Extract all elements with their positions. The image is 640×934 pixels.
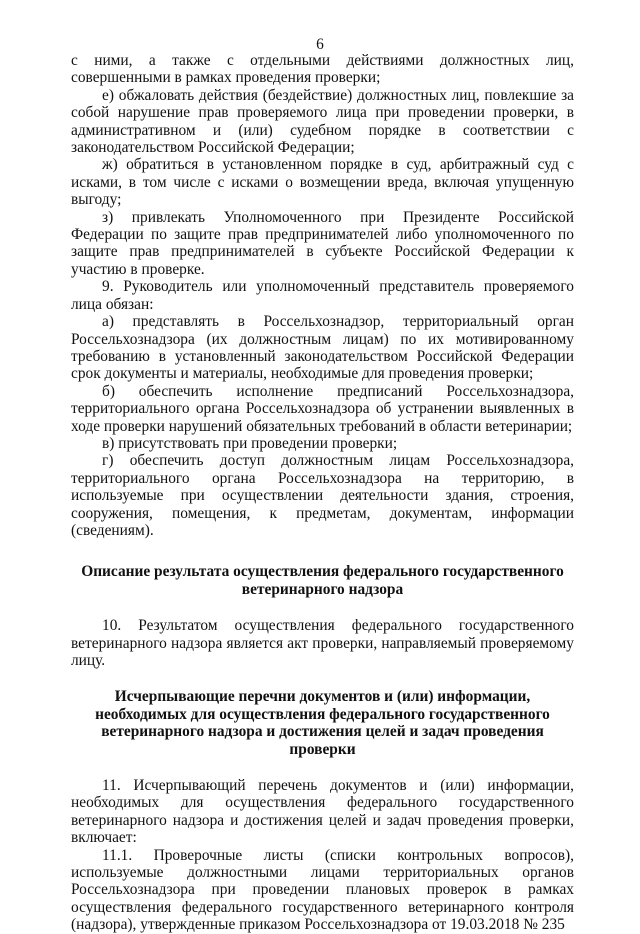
page-number: 6 [316,36,324,53]
paragraph-item-g: г) обеспечить доступ должностным лицам Россельхознадзора, территориального органа Россельхознадзора на территорию, в используемые при осуществлении деятельности здания, строения, сооружения, помещения, к предметам, документам, информации (сведениям). [71,452,574,539]
paragraph-10: 10. Результатом осуществления федерального государственного ветеринарного надзора является акт проверки, направляемый проверяемому лицу. [71,617,574,669]
paragraph-item-z: з) привлекать Уполномоченного при Президенте Российской Федерации по защите прав предпринимателей либо уполномоченного по защите прав предпринимателей в субъекте Российской Федерации к участию в проверке. [71,208,574,278]
paragraph-11: 11. Исчерпывающий перечень документов и (или) информации, необходимых для осуществления федерального государственного ветеринарного надзора и достижения целей и задач проведения проверки, включает: [71,777,574,847]
section-heading-documents: Исчерпывающие перечни документов и (или) информации, необходимых для осуществления федерального государственного ветеринарного надзора и достижения целей и задач проведения проверки [95,688,550,758]
section-heading-result: Описание результата осуществления федерального государственного ветеринарного надзора [81,563,564,598]
paragraph-11-1: 11.1. Проверочные листы (списки контрольных вопросов), используемые должностными лицами территориальных органов Россельхознадзора при проведении плановых проверок в рамках осуществления федерального государственного ветеринарного контроля (надзора), утвержденные приказом Россельхознадзора от 19.03.2018 № 235 [71,846,574,934]
document-body [71,52,574,934]
paragraph-item-zh: ж) обратиться в установленном порядке в суд, арбитражный суд с исками, в том числе с исками о возмещении вреда, включая упущенную выгоду; [71,156,574,209]
paragraph-rights-continuation: с ними, а также с отдельными действиями должностных лиц, совершенными в рамках проведения проверки; [71,52,574,87]
paragraph-item-a: а) представлять в Россельхознадзор, территориальный орган Россельхознадзора (их должностным лицам) по их мотивированному требованию в установленный законодательством Российской Федерации срок документы и материалы, необходимые для проведения проверки; [71,313,574,383]
paragraph-item-v: в) присутствовать при проведении проверки; [102,434,398,452]
paragraph-9: 9. Руководитель или уполномоченный представитель проверяемого лица обязан: [71,278,574,313]
paragraph-item-e: е) обжаловать действия (бездействие) должностных лиц, повлекшие за собой нарушение прав проверяемого лица при проведении проверки, в административном и (или) судебном порядке в соответствии с законодательством Российской Федерации; [71,86,574,157]
paragraph-item-b: б) обеспечить исполнение предписаний Россельхознадзора, территориального органа Россельхознадзора об устранении выявленных в ходе проверки нарушений обязательных требований в области ветеринарии; [71,382,574,435]
